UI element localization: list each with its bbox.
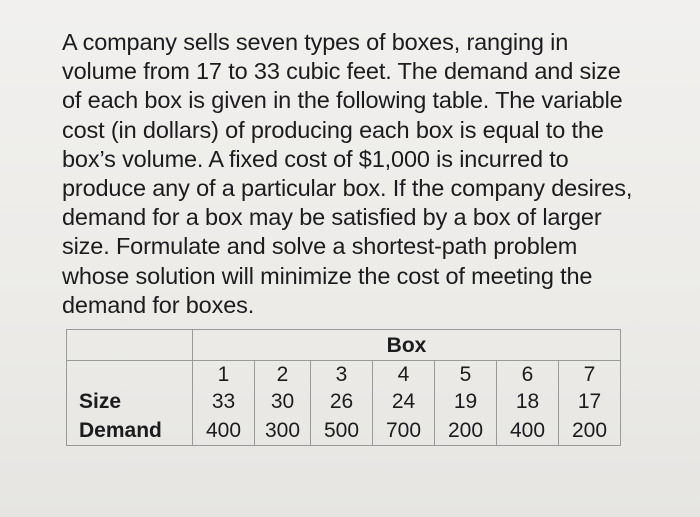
table-cell-size: 26 bbox=[311, 388, 373, 415]
problem-line: whose solution will minimize the cost of meeting the bbox=[62, 262, 593, 289]
problem-line: size. Formulate and solve a shortest-path problem bbox=[62, 233, 578, 260]
table-cell-demand: 200 bbox=[559, 415, 621, 446]
table-cell-box-number: 6 bbox=[497, 361, 559, 389]
box-data-table bbox=[66, 329, 621, 446]
table-row-box-numbers bbox=[67, 361, 621, 389]
table-header-row bbox=[67, 330, 621, 361]
table-cell-demand: 400 bbox=[193, 415, 255, 446]
problem-line: box’s volume. A fixed cost of $1,000 is incurred to bbox=[62, 145, 569, 172]
table-empty-label bbox=[67, 361, 193, 389]
table-cell-demand: 700 bbox=[373, 415, 435, 446]
table-cell-box-number: 3 bbox=[311, 361, 373, 389]
table-cell-size: 30 bbox=[255, 388, 311, 415]
problem-line: volume from 17 to 33 cubic feet. The demand and size bbox=[62, 58, 621, 85]
table-cell-size: 24 bbox=[373, 388, 435, 415]
problem-line: demand for boxes. bbox=[62, 291, 255, 318]
table-cell-demand: 200 bbox=[435, 415, 497, 446]
problem-line: produce any of a particular box. If the company desires, bbox=[62, 175, 633, 202]
problem-line: A company sells seven types of boxes, ranging in bbox=[62, 29, 569, 55]
table-corner-cell bbox=[67, 330, 193, 361]
table-label-size: Size bbox=[67, 388, 193, 415]
table-cell-size: 33 bbox=[193, 388, 255, 415]
problem-line: of each box is given in the following table. The variable bbox=[62, 87, 623, 114]
table-header-box: Box bbox=[193, 330, 621, 361]
table-row-size bbox=[67, 388, 621, 415]
table-cell-box-number: 7 bbox=[559, 361, 621, 389]
table-cell-demand: 500 bbox=[311, 415, 373, 446]
problem-statement bbox=[62, 28, 692, 320]
table-cell-demand: 400 bbox=[497, 415, 559, 446]
problem-line: cost (in dollars) of producing each box is equal to the bbox=[62, 116, 604, 143]
table-cell-size: 17 bbox=[559, 388, 621, 415]
table-cell-box-number: 2 bbox=[255, 361, 311, 389]
table-cell-box-number: 4 bbox=[373, 361, 435, 389]
table-cell-size: 18 bbox=[497, 388, 559, 415]
table-cell-box-number: 1 bbox=[193, 361, 255, 389]
table-cell-size: 19 bbox=[435, 388, 497, 415]
table-label-demand: Demand bbox=[67, 415, 193, 446]
table-cell-demand: 300 bbox=[255, 415, 311, 446]
table-cell-box-number: 5 bbox=[435, 361, 497, 389]
problem-line: demand for a box may be satisfied by a box of larger bbox=[62, 204, 602, 231]
table-row-demand bbox=[67, 415, 621, 446]
